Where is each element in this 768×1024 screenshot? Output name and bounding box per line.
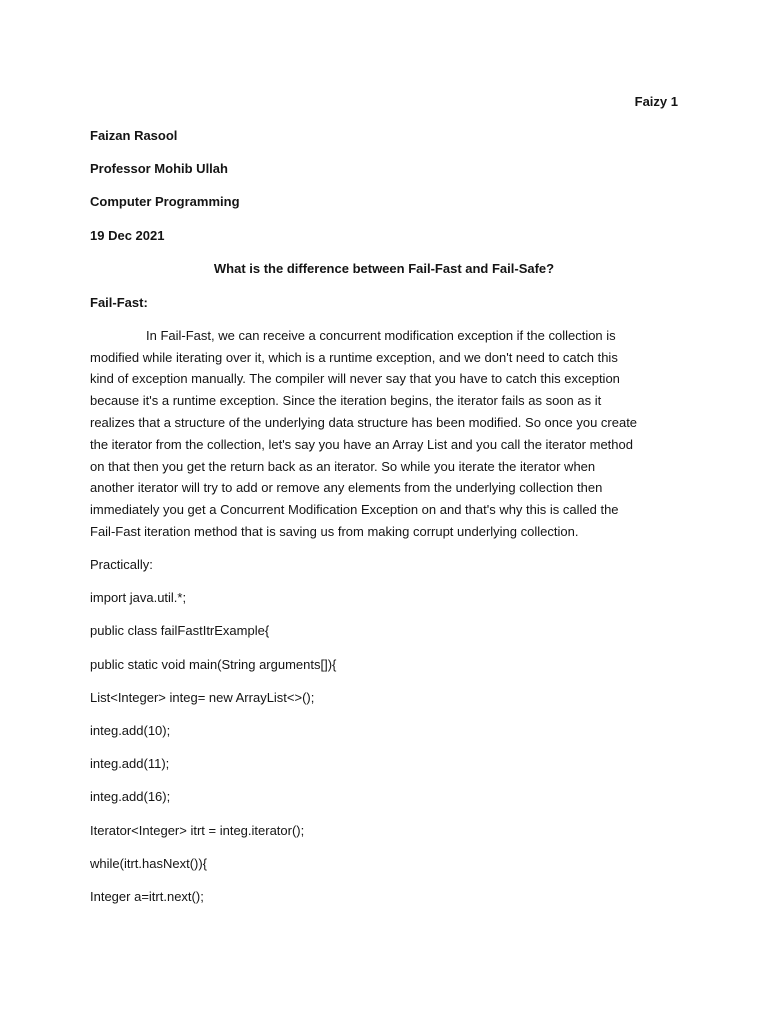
code-line: Iterator<Integer> itrt = integ.iterator();	[90, 822, 305, 838]
paragraph-line: because it's a runtime exception. Since the iteration begins, the iterator fails as soon as it	[90, 393, 602, 409]
paragraph-line: realizes that a structure of the underlying data structure has been modified. So once you create	[90, 414, 638, 430]
document-title: What is the difference between Fail-Fast and Fail-Safe?	[213, 260, 555, 276]
paragraph-line: immediately you get a Concurrent Modification Exception on and that's why this is called the	[90, 502, 619, 518]
fail-fast-paragraph	[90, 325, 678, 543]
paragraph-line: kind of exception manually. The compiler will never say that you have to catch this exception	[90, 371, 620, 387]
paragraph-line: another iterator will try to add or remove any elements from the underlying collection then	[90, 480, 603, 496]
code-line: public static void main(String arguments[]){	[90, 656, 337, 672]
code-line: public class failFastItrExample{	[90, 623, 270, 639]
code-line: integ.add(10);	[90, 723, 171, 739]
paragraph-line: on that then you get the return back as an iterator. So while you iterate the iterator when	[90, 458, 596, 474]
page-header-label: Faizy 1	[634, 94, 678, 109]
document-date: 19 Dec 2021	[90, 227, 165, 243]
code-line: Integer a=itrt.next();	[90, 888, 204, 904]
paragraph-line: Fail-Fast iteration method that is saving us from making corrupt underlying collection.	[90, 523, 579, 539]
author-name: Faizan Rasool	[90, 128, 178, 143]
paragraph-line: the iterator from the collection, let's say you have an Array List and you call the iterator method	[90, 436, 633, 452]
code-line: integ.add(16);	[90, 789, 171, 805]
code-line: integ.add(11);	[90, 756, 170, 772]
code-listing	[90, 587, 678, 907]
paragraph-line: modified while iterating over it, which is a runtime exception, and we don't need to catch this	[90, 349, 618, 365]
professor-name: Professor Mohib Ullah	[90, 161, 228, 177]
paragraph-line: In Fail-Fast, we can receive a concurrent modification exception if the collection is	[146, 327, 616, 343]
code-line: import java.util.*;	[90, 590, 187, 606]
course-name: Computer Programming	[90, 194, 240, 210]
code-line: List<Integer> integ= new ArrayList<>();	[90, 689, 315, 705]
code-line: while(itrt.hasNext()){	[90, 855, 208, 871]
document-body	[90, 125, 678, 919]
practically-label: Practically:	[90, 557, 153, 573]
section-heading-fail-fast: Fail-Fast:	[90, 294, 148, 310]
